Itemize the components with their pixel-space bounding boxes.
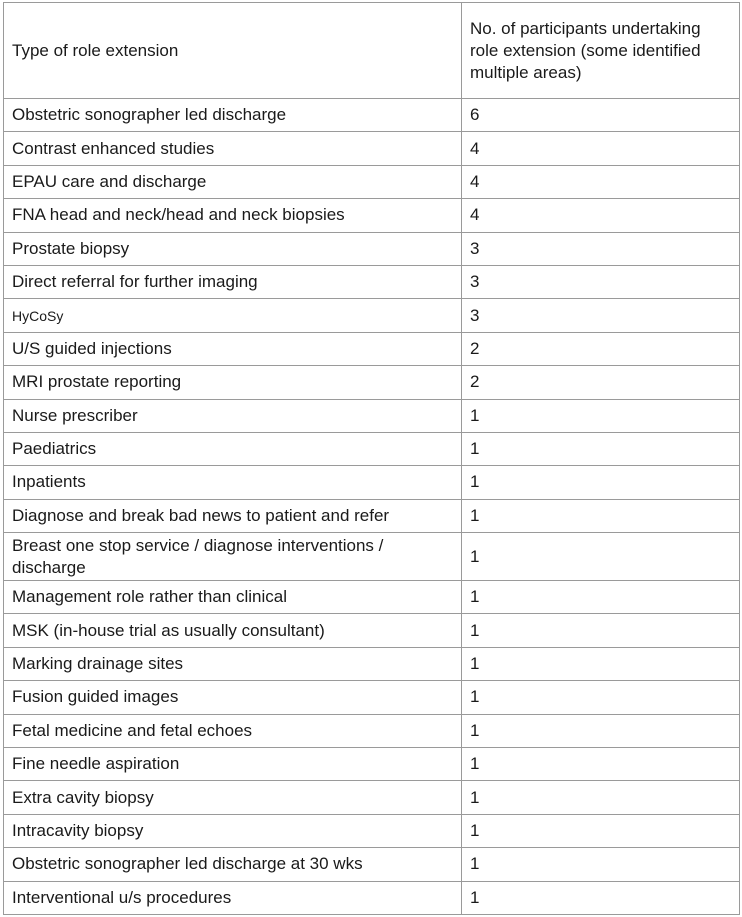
table-row bbox=[4, 232, 740, 265]
table-row bbox=[4, 614, 740, 647]
participant-count-cell: 1 bbox=[462, 647, 740, 680]
role-type-cell: Direct referral for further imaging bbox=[4, 265, 462, 298]
table-row bbox=[4, 299, 740, 332]
table-row bbox=[4, 499, 740, 532]
table-row bbox=[4, 99, 740, 132]
role-type-cell: Prostate biopsy bbox=[4, 232, 462, 265]
table-row bbox=[4, 533, 740, 581]
role-type-cell: Management role rather than clinical bbox=[4, 581, 462, 614]
role-type-cell: Paediatrics bbox=[4, 432, 462, 465]
participant-count-cell: 2 bbox=[462, 366, 740, 399]
role-type-cell: FNA head and neck/head and neck biopsies bbox=[4, 199, 462, 232]
participant-count-cell: 1 bbox=[462, 748, 740, 781]
role-type-cell: Intracavity biopsy bbox=[4, 814, 462, 847]
role-type-cell: Contrast enhanced studies bbox=[4, 132, 462, 165]
participant-count-cell: 1 bbox=[462, 781, 740, 814]
table-row bbox=[4, 432, 740, 465]
participant-count-cell: 4 bbox=[462, 165, 740, 198]
table-row bbox=[4, 848, 740, 881]
table-row bbox=[4, 399, 740, 432]
participant-count-cell: 1 bbox=[462, 881, 740, 914]
role-type-cell: EPAU care and discharge bbox=[4, 165, 462, 198]
role-type-cell: Extra cavity biopsy bbox=[4, 781, 462, 814]
participant-count-cell: 3 bbox=[462, 299, 740, 332]
role-type-cell: Breast one stop service / diagnose interventions / discharge bbox=[4, 533, 462, 581]
role-type-cell: HyCoSy bbox=[4, 299, 462, 332]
role-type-cell: MRI prostate reporting bbox=[4, 366, 462, 399]
header-participant-count: No. of participants undertaking role extension (some identified multiple areas) bbox=[462, 3, 740, 99]
participant-count-cell: 1 bbox=[462, 432, 740, 465]
participant-count-cell: 3 bbox=[462, 232, 740, 265]
table-row bbox=[4, 814, 740, 847]
table-row bbox=[4, 199, 740, 232]
role-type-cell: Inpatients bbox=[4, 466, 462, 499]
participant-count-cell: 1 bbox=[462, 814, 740, 847]
role-type-cell: Diagnose and break bad news to patient and refer bbox=[4, 499, 462, 532]
table-row bbox=[4, 781, 740, 814]
table-row bbox=[4, 265, 740, 298]
table-row bbox=[4, 165, 740, 198]
participant-count-cell: 3 bbox=[462, 265, 740, 298]
table-row bbox=[4, 647, 740, 680]
table-row bbox=[4, 332, 740, 365]
role-type-cell: MSK (in-house trial as usually consultant) bbox=[4, 614, 462, 647]
participant-count-cell: 1 bbox=[462, 466, 740, 499]
participant-count-cell: 4 bbox=[462, 199, 740, 232]
table-row bbox=[4, 466, 740, 499]
role-type-cell: Nurse prescriber bbox=[4, 399, 462, 432]
role-type-cell: U/S guided injections bbox=[4, 332, 462, 365]
participant-count-cell: 2 bbox=[462, 332, 740, 365]
role-type-cell: Fetal medicine and fetal echoes bbox=[4, 714, 462, 747]
role-extension-table bbox=[3, 2, 740, 915]
table-row bbox=[4, 581, 740, 614]
role-type-cell: Fusion guided images bbox=[4, 681, 462, 714]
participant-count-cell: 1 bbox=[462, 848, 740, 881]
participant-count-cell: 1 bbox=[462, 581, 740, 614]
role-type-cell: Interventional u/s procedures bbox=[4, 881, 462, 914]
role-type-cell: Marking drainage sites bbox=[4, 647, 462, 680]
participant-count-cell: 1 bbox=[462, 714, 740, 747]
participant-count-cell: 1 bbox=[462, 533, 740, 581]
participant-count-cell: 1 bbox=[462, 681, 740, 714]
role-extension-table-container bbox=[3, 2, 739, 915]
participant-count-cell: 1 bbox=[462, 499, 740, 532]
role-type-cell: Fine needle aspiration bbox=[4, 748, 462, 781]
participant-count-cell: 6 bbox=[462, 99, 740, 132]
participant-count-cell: 4 bbox=[462, 132, 740, 165]
role-type-cell: Obstetric sonographer led discharge bbox=[4, 99, 462, 132]
table-row bbox=[4, 881, 740, 914]
table-row bbox=[4, 748, 740, 781]
table-row bbox=[4, 132, 740, 165]
header-role-type: Type of role extension bbox=[4, 3, 462, 99]
role-type-cell: Obstetric sonographer led discharge at 30 wks bbox=[4, 848, 462, 881]
participant-count-cell: 1 bbox=[462, 399, 740, 432]
table-header-row bbox=[4, 3, 740, 99]
participant-count-cell: 1 bbox=[462, 614, 740, 647]
table-row bbox=[4, 366, 740, 399]
table-row bbox=[4, 714, 740, 747]
table-row bbox=[4, 681, 740, 714]
